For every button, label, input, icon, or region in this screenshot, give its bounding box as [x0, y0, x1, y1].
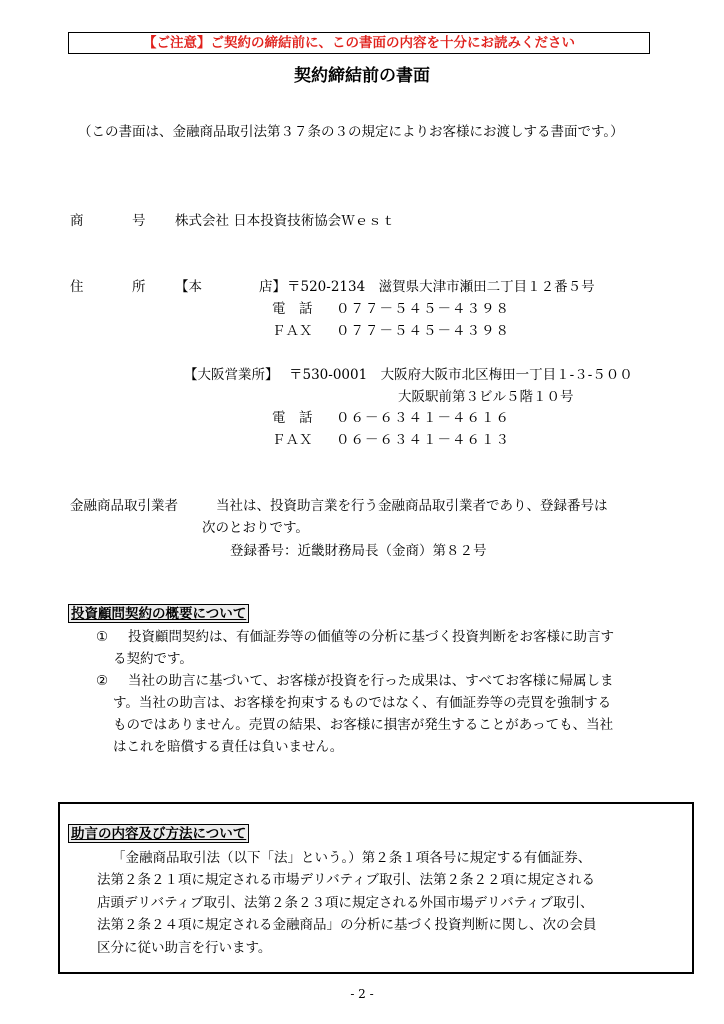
- head-office-fax: ０７７－５４５－４３９８: [336, 323, 510, 339]
- head-office-tel: ０７７－５４５－４３９８: [336, 301, 510, 317]
- registration-label: 金融商品取引業者: [70, 498, 178, 514]
- notice-banner: [68, 32, 650, 54]
- overview-item-2-line: ものではありません。売買の結果、お客様に損害が発生することがあっても、当社: [113, 717, 614, 733]
- registration-line-1: 当社は、投資助言業を行う金融商品取引業者であり、登録番号は: [216, 498, 608, 514]
- osaka-office-address: 〒530-0001 大阪府大阪市北区梅田一丁目１-３-５００: [289, 367, 633, 383]
- advice-line: 店頭デリバティブ取引、法第２条２３項に規定される外国市場デリバティブ取引、: [97, 895, 594, 911]
- overview-item-1-line: 投資顧問契約は、有価証券等の価値等の分析に基づく投資判断をお客様に助言す: [128, 629, 614, 645]
- osaka-office-building: 大阪駅前第３ビル５階１０号: [398, 389, 574, 405]
- head-office-address: 〒520-2134 滋賀県大津市瀬田二丁目１２番５号: [287, 279, 595, 295]
- address-label-2: 所: [132, 279, 146, 295]
- registration-number: 登録番号：近畿財務局長（金商）第８２号: [230, 543, 487, 559]
- osaka-office-tel: ０６－６３４１－４６１６: [336, 410, 510, 426]
- intro-text: （この書面は、金融商品取引法第３７条の３の規定によりお客様にお渡しする書面です。）: [78, 124, 624, 140]
- advice-line: 区分に従い助言を行います。: [97, 940, 272, 956]
- overview-item-2-marker: ②: [96, 673, 109, 689]
- head-office-label-open: 【本: [175, 279, 202, 295]
- overview-item-2-line: 当社の助言に基づいて、お客様が投資を行った成果は、すべてお客様に帰属しま: [128, 673, 614, 689]
- overview-item-2-line: す。当社の助言は、お客様を拘束するものではなく、有価証券等の売買を強制する: [113, 695, 612, 711]
- overview-heading: 投資顧問契約の概要について: [68, 604, 249, 623]
- registration-line-2: 次のとおりです。: [202, 520, 309, 536]
- osaka-office-fax-label: ＦＡＸ: [272, 432, 313, 448]
- advice-line: 法第２条２４項に規定される金融商品」の分析に基づく投資判断に関し、次の会員: [97, 917, 597, 933]
- document-title: 契約締結前の書面: [294, 66, 430, 86]
- overview-item-1-marker: ①: [96, 629, 109, 645]
- overview-item-2-line: はこれを賠償する責任は負いません。: [113, 739, 344, 755]
- osaka-office-tel-label: 電 話: [272, 410, 313, 426]
- osaka-office-fax: ０６－６３４１－４６１３: [336, 432, 510, 448]
- osaka-office-label: 【大阪営業所】: [184, 367, 279, 383]
- page-number: - 2 -: [350, 987, 374, 1001]
- overview-item-1-line: る契約です。: [113, 651, 193, 667]
- head-office-fax-label: ＦＡＸ: [272, 323, 313, 339]
- notice-text: 【ご注意】ご契約の締結前に、この書面の内容を十分にお読みください: [143, 35, 575, 51]
- advice-line: 法第２条２１項に規定される市場デリバティブ取引、法第２条２２項に規定される: [97, 872, 596, 888]
- head-office-label-close: 店】: [259, 279, 286, 295]
- address-label-1: 住: [70, 279, 84, 295]
- company-label-1: 商: [70, 213, 84, 229]
- company-name: 株式会社 日本投資技術協会Ｗｅｓｔ: [175, 213, 396, 229]
- company-label-2: 号: [132, 213, 146, 229]
- advice-heading: 助言の内容及び方法について: [68, 824, 249, 843]
- advice-line: 「金融商品取引法（以下「法」という。）第２条１項各号に規定する有価証券、: [112, 850, 592, 866]
- head-office-tel-label: 電 話: [272, 301, 313, 317]
